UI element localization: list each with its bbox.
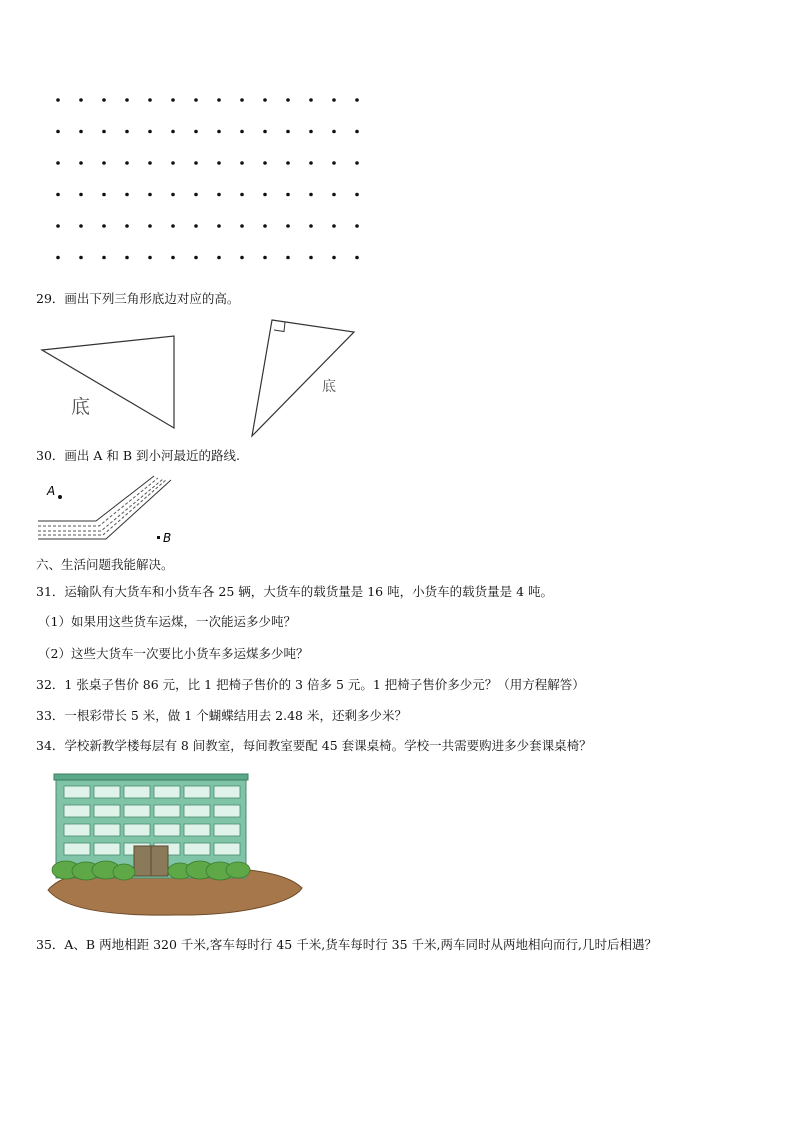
grid-dot [309, 130, 313, 134]
building-window [214, 824, 240, 836]
grid-dot [263, 161, 267, 165]
grid-dot [240, 193, 244, 197]
building-window [64, 805, 90, 817]
grid-dot [355, 256, 359, 260]
grid-dot [79, 224, 83, 228]
river-dash-2 [38, 479, 163, 531]
grid-dot [102, 256, 106, 260]
grid-dot [217, 130, 221, 134]
grid-dot [125, 161, 129, 165]
triangle-2 [252, 320, 354, 436]
grid-dot [56, 193, 60, 197]
grid-dot [217, 98, 221, 102]
grid-dot [125, 193, 129, 197]
river-bank-lower [38, 480, 171, 539]
grid-dot [171, 224, 175, 228]
grid-dot [217, 193, 221, 197]
triangle-1 [42, 336, 174, 428]
triangle-1-base-label: 底 [71, 396, 91, 418]
river-dash-1 [38, 478, 158, 526]
grid-dot [194, 224, 198, 228]
question-30: 30．画出 A 和 B 到小河最近的路线. [36, 448, 240, 463]
grid-dot [56, 130, 60, 134]
grid-dot [102, 98, 106, 102]
building-window [64, 824, 90, 836]
grid-dot [355, 98, 359, 102]
grid-dot [125, 130, 129, 134]
river-figure [36, 472, 196, 552]
grid-dot [286, 98, 290, 102]
grid-dot [125, 224, 129, 228]
grid-dot [355, 161, 359, 165]
point-b-dot [157, 536, 160, 539]
dot-grid [40, 90, 380, 270]
grid-dot [240, 161, 244, 165]
grid-dot [102, 193, 106, 197]
building-window [94, 786, 120, 798]
grid-dot [355, 224, 359, 228]
grid-dot [79, 256, 83, 260]
grid-dot [125, 256, 129, 260]
building-window [94, 843, 120, 855]
grid-dot [286, 193, 290, 197]
grid-dot [309, 224, 313, 228]
building-window [184, 824, 210, 836]
building-window [214, 786, 240, 798]
triangle-figures [36, 312, 376, 442]
question-29: 29．画出下列三角形底边对应的高。 [36, 291, 240, 306]
question-34: 34．学校新教学楼每层有 8 间教室，每间教室要配 45 套课桌椅。学校一共需要购进多少套课桌椅？ [36, 738, 592, 753]
grid-dot [194, 256, 198, 260]
grid-dot [171, 98, 175, 102]
point-a-label: A [47, 484, 56, 498]
grid-dot [240, 256, 244, 260]
river-bank-upper [38, 476, 154, 521]
point-a-dot [58, 495, 62, 499]
grid-dot [309, 193, 313, 197]
grid-dot [194, 193, 198, 197]
grid-dot [171, 161, 175, 165]
grid-dot [171, 193, 175, 197]
grid-dot [286, 130, 290, 134]
building-window [214, 843, 240, 855]
grid-dot [56, 161, 60, 165]
section-title: 六、生活问题我能解决。 [36, 557, 174, 572]
grid-dot [148, 224, 152, 228]
grid-dot [355, 130, 359, 134]
grid-dot [240, 130, 244, 134]
grid-dot [79, 98, 83, 102]
building-window [94, 805, 120, 817]
grid-dot [148, 256, 152, 260]
grid-dot [102, 161, 106, 165]
grid-dot [56, 98, 60, 102]
building-window [184, 805, 210, 817]
grid-dot [194, 98, 198, 102]
building-window [154, 805, 180, 817]
grid-dot [102, 224, 106, 228]
grid-dot [332, 161, 336, 165]
building-window [184, 843, 210, 855]
school-building-illustration [44, 770, 306, 920]
grid-dot [171, 256, 175, 260]
grid-dot [286, 224, 290, 228]
building-window [94, 824, 120, 836]
question-32: 32．1 张桌子售价 86 元，比 1 把椅子售价的 3 倍多 5 元。1 把椅子售价多少元？（用方程解答） [36, 677, 585, 692]
grid-dot [355, 193, 359, 197]
grid-dot [56, 224, 60, 228]
question-33: 33．一根彩带长 5 米，做 1 个蝴蝶结用去 2.48 米，还剩多少米？ [36, 708, 407, 723]
grid-dot [332, 224, 336, 228]
building-roof [54, 774, 248, 780]
grid-dot [286, 161, 290, 165]
building-window [214, 805, 240, 817]
grid-dot [194, 161, 198, 165]
question-31-part-1: （1）如果用这些货车运煤，一次能运多少吨？ [38, 614, 296, 629]
grid-dot [286, 256, 290, 260]
grid-dot [148, 130, 152, 134]
grid-dot [332, 193, 336, 197]
grid-dot [79, 130, 83, 134]
building-window [154, 824, 180, 836]
grid-dot [217, 256, 221, 260]
grid-dot [171, 130, 175, 134]
grid-dot [309, 161, 313, 165]
grid-dot [309, 98, 313, 102]
right-angle-mark [274, 322, 285, 332]
grid-dot [125, 98, 129, 102]
building-window [64, 843, 90, 855]
question-31-part-2: （2）这些大货车一次要比小货车多运煤多少吨？ [38, 646, 309, 661]
grid-dot [263, 130, 267, 134]
grid-dot [217, 224, 221, 228]
grid-dot [148, 98, 152, 102]
grid-dot [79, 193, 83, 197]
grid-dot [217, 161, 221, 165]
grid-dot [79, 161, 83, 165]
grid-dot [332, 256, 336, 260]
building-window [124, 824, 150, 836]
grid-dot [263, 98, 267, 102]
building-window [154, 786, 180, 798]
grid-dot [240, 98, 244, 102]
building-window [124, 805, 150, 817]
triangle-2-base-label: 底 [322, 379, 336, 395]
grid-dot [263, 193, 267, 197]
river-dash-3 [38, 479, 167, 535]
question-31: 31．运输队有大货车和小货车各 25 辆，大货车的载货量是 16 吨，小货车的载货量是 4 吨。 [36, 584, 554, 599]
point-b-label: B [163, 531, 172, 545]
grid-dot [263, 224, 267, 228]
grid-dot [332, 98, 336, 102]
grid-dot [102, 130, 106, 134]
grid-dot [309, 256, 313, 260]
building-window [184, 786, 210, 798]
grid-dot [56, 256, 60, 260]
grid-dot [332, 130, 336, 134]
grid-dot [148, 193, 152, 197]
grid-dot [263, 256, 267, 260]
building-window [124, 786, 150, 798]
grid-dot [194, 130, 198, 134]
building-window [64, 786, 90, 798]
grid-dot [240, 224, 244, 228]
question-35: 35．A、B 两地相距 320 千米,客车每时行 45 千米,货车每时行 35 千米,两车同时从两地相向而行,几时后相遇？ [36, 937, 657, 952]
grid-dot [148, 161, 152, 165]
